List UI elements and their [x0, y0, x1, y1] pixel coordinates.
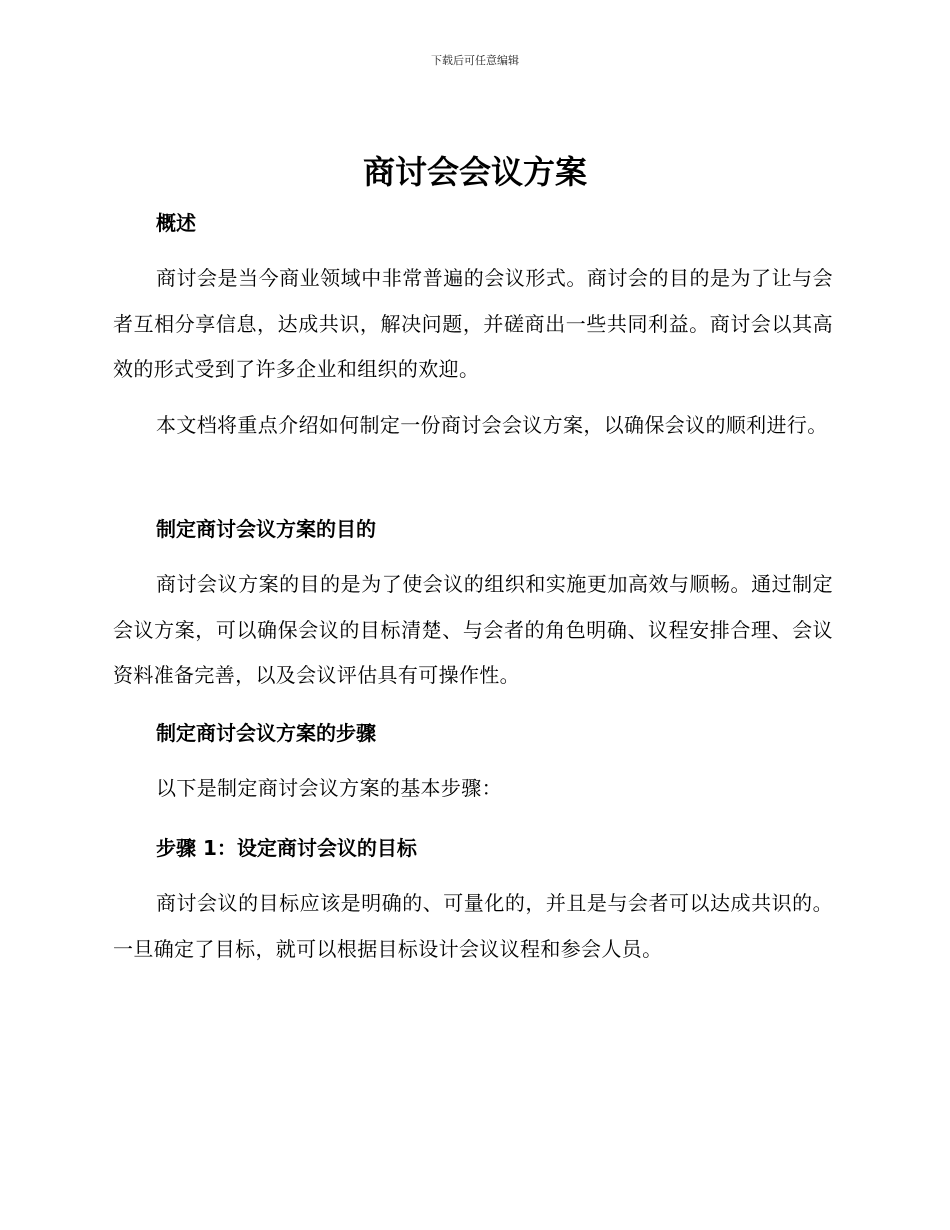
steps-intro-paragraph: 以下是制定商讨会议方案的基本步骤： — [156, 776, 502, 800]
step1-heading: 步骤 1：设定商讨会议的目标 — [156, 836, 417, 860]
purpose-heading: 制定商讨会议方案的目的 — [156, 517, 376, 541]
purpose-paragraph: 商讨会议方案的目的是为了使会议的组织和实施更加高效与顺畅。通过制定会议方案，可以确保会议的目标清楚、与会者的角色明确、议程安排合理、会议资料准备完善，以及会议评估具有可操作性。 — [113, 572, 833, 688]
overview-paragraph-2: 本文档将重点介绍如何制定一份商讨会会议方案，以确保会议的顺利进行。 — [156, 413, 828, 437]
steps-heading: 制定商讨会议方案的步骤 — [156, 721, 376, 745]
document-title: 商讨会会议方案 — [362, 153, 587, 191]
overview-paragraph-1: 商讨会是当今商业领域中非常普遍的会议形式。商讨会的目的是为了让与会者互相分享信息，达成共识，解决问题，并磋商出一些共同利益。商讨会以其高效的形式受到了许多企业和组织的欢迎。 — [113, 266, 833, 382]
page-header: 下载后可任意编辑 — [431, 54, 519, 67]
step1-paragraph: 商讨会议的目标应该是明确的、可量化的，并且是与会者可以达成共识的。一旦确定了目标，就可以根据目标设计会议议程和参会人员。 — [113, 891, 833, 961]
overview-heading: 概述 — [156, 211, 196, 235]
